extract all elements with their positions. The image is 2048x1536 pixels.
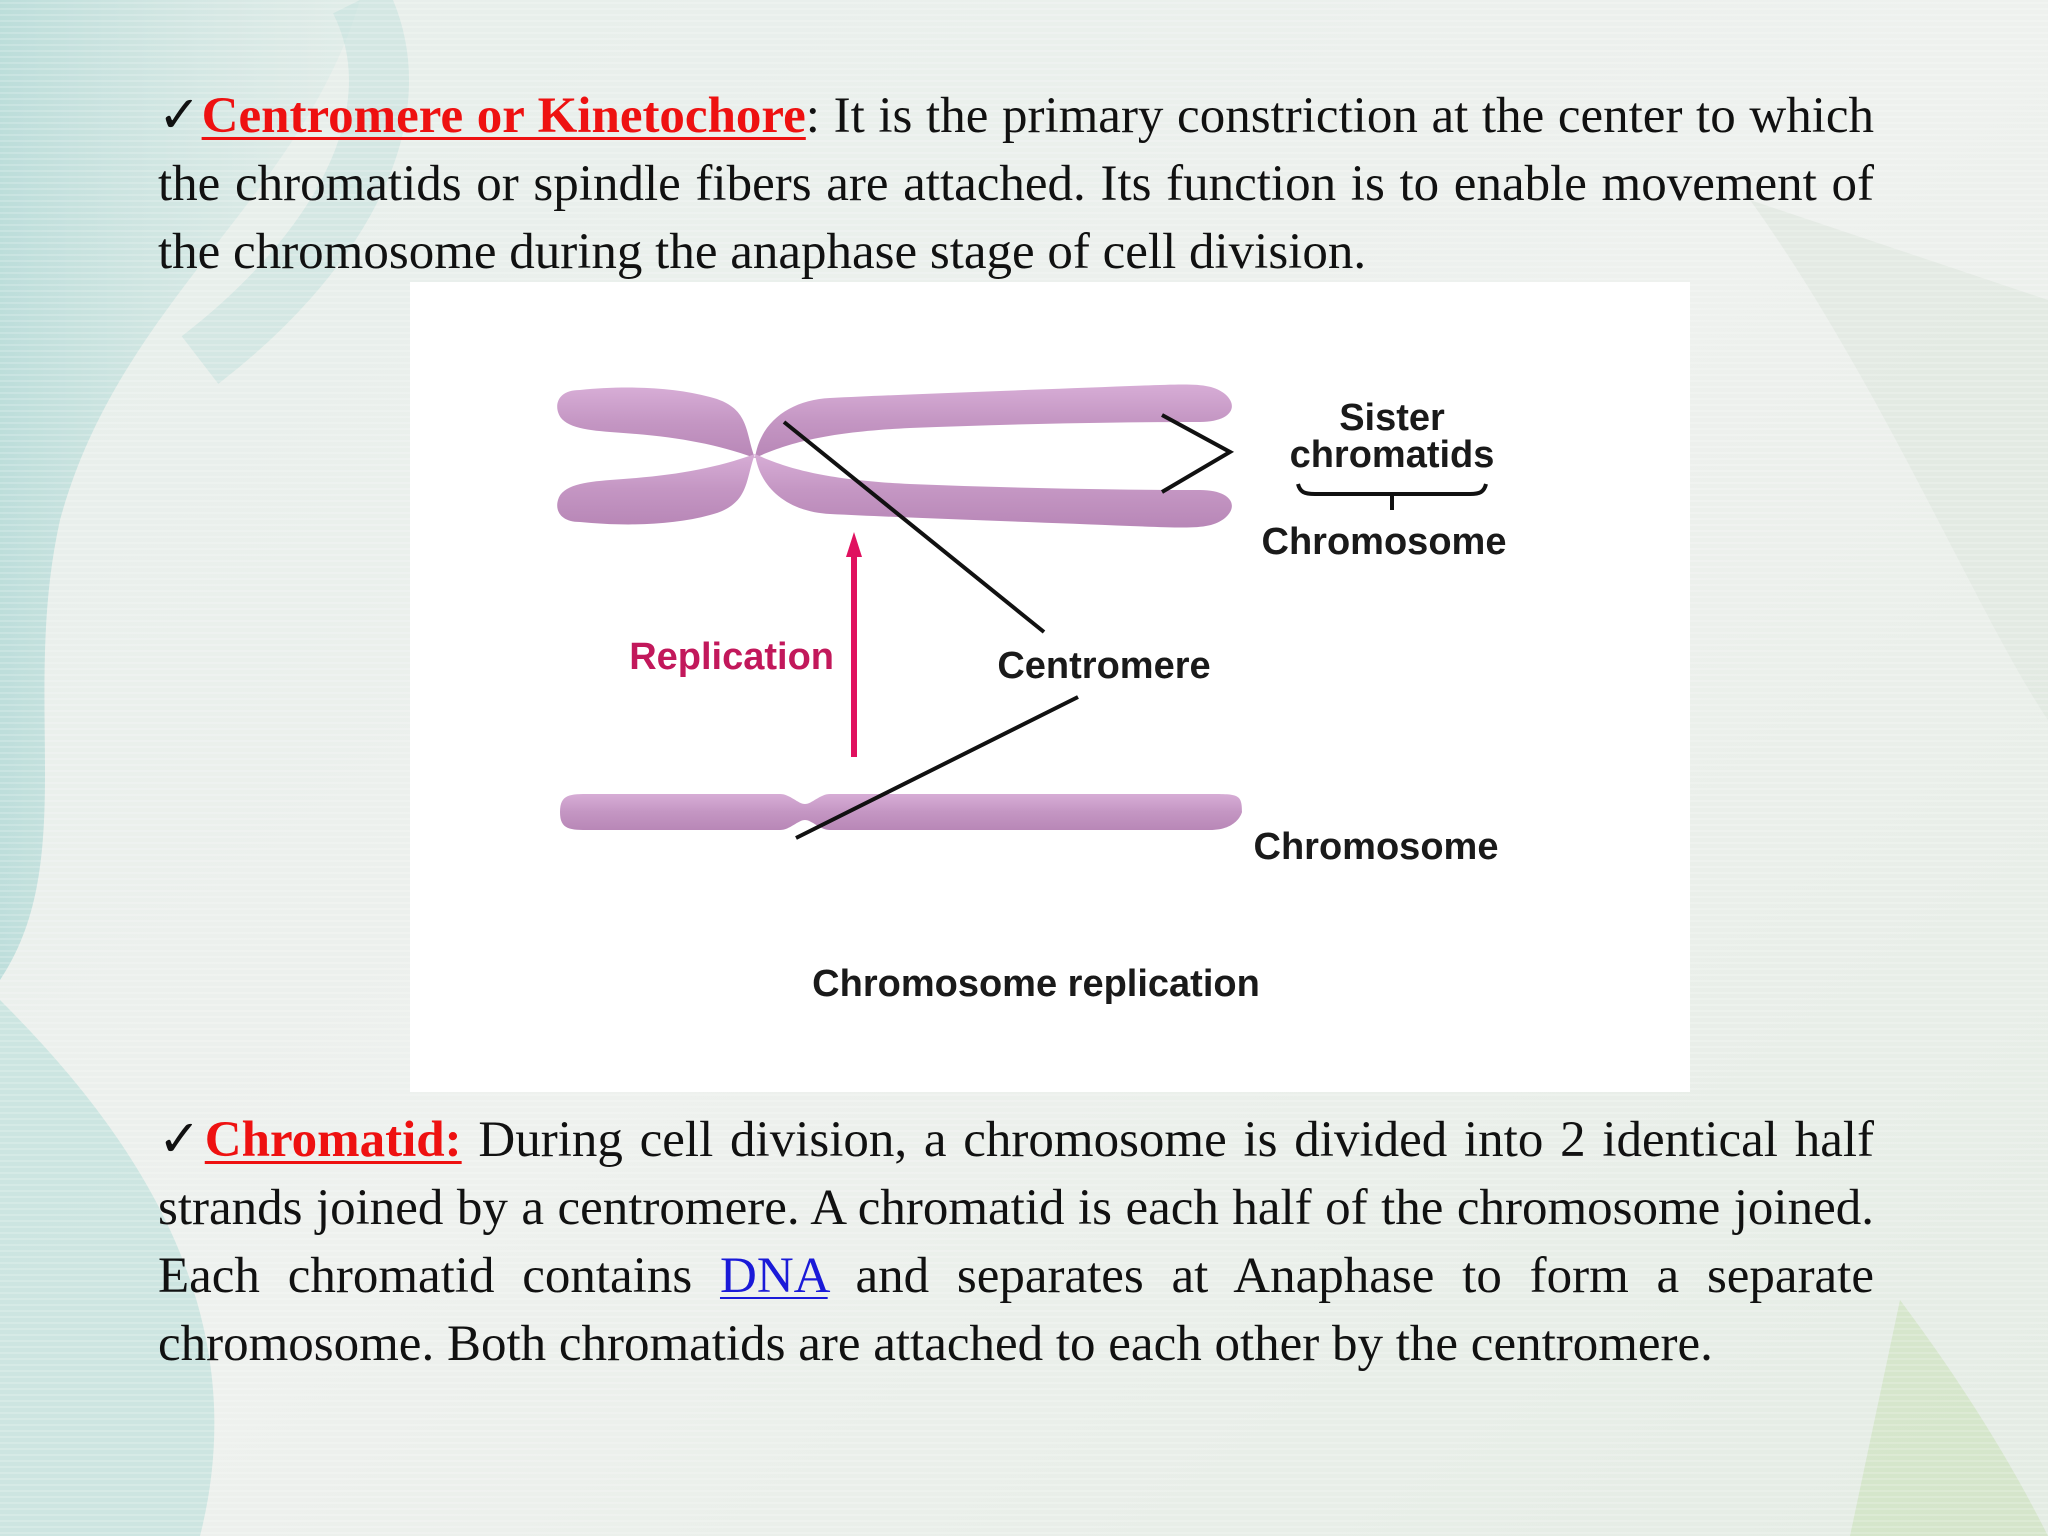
chromosome-replication-figure: [410, 282, 1690, 1092]
sister-chromatids-bracket: [1162, 415, 1230, 492]
label-chromosome-top: Chromosome: [1261, 521, 1507, 563]
replication-arrow-icon: [846, 532, 862, 757]
dna-link[interactable]: DNA: [719, 1248, 828, 1304]
sister-chromatids-shape: [557, 384, 1232, 527]
chromatid-paragraph: [158, 1106, 1874, 1378]
chromatid-description-part1: During cell division, a chromosome is divided into 2 identical half strands joined by a centromere. A chromatid is each half of the chromosome joined. Each chromatid contains: [158, 1112, 1875, 1304]
chromatid-description-part2: and separates at Anaphase to form a separate chromosome. Both chromatids are attached to each other by the centromere.: [158, 1248, 1874, 1372]
chromatid-term: Chromatid:: [204, 1112, 462, 1168]
checkmark-icon: ✓: [158, 88, 202, 144]
centromere-description: : It is the primary constriction at the center to which the chromatids or spindle fibers are attached. Its function is to enable movement of the chromosome during the anaphase stage of cell division.: [158, 88, 1875, 280]
centromere-paragraph: [158, 82, 1874, 286]
centromere-term: Centromere or Kinetochore: [201, 88, 806, 144]
figure-caption: Chromosome replication: [812, 963, 1260, 1005]
label-chromatids: chromatids: [1289, 434, 1495, 476]
label-chromosome-bottom: Chromosome: [1253, 826, 1499, 868]
label-centromere: Centromere: [997, 645, 1211, 687]
label-sister: Sister: [1339, 397, 1445, 439]
label-replication: Replication: [629, 636, 834, 678]
chromosome-brace: [1298, 484, 1486, 510]
single-chromosome-shape: [560, 794, 1242, 830]
checkmark-icon: ✓: [158, 1112, 205, 1168]
